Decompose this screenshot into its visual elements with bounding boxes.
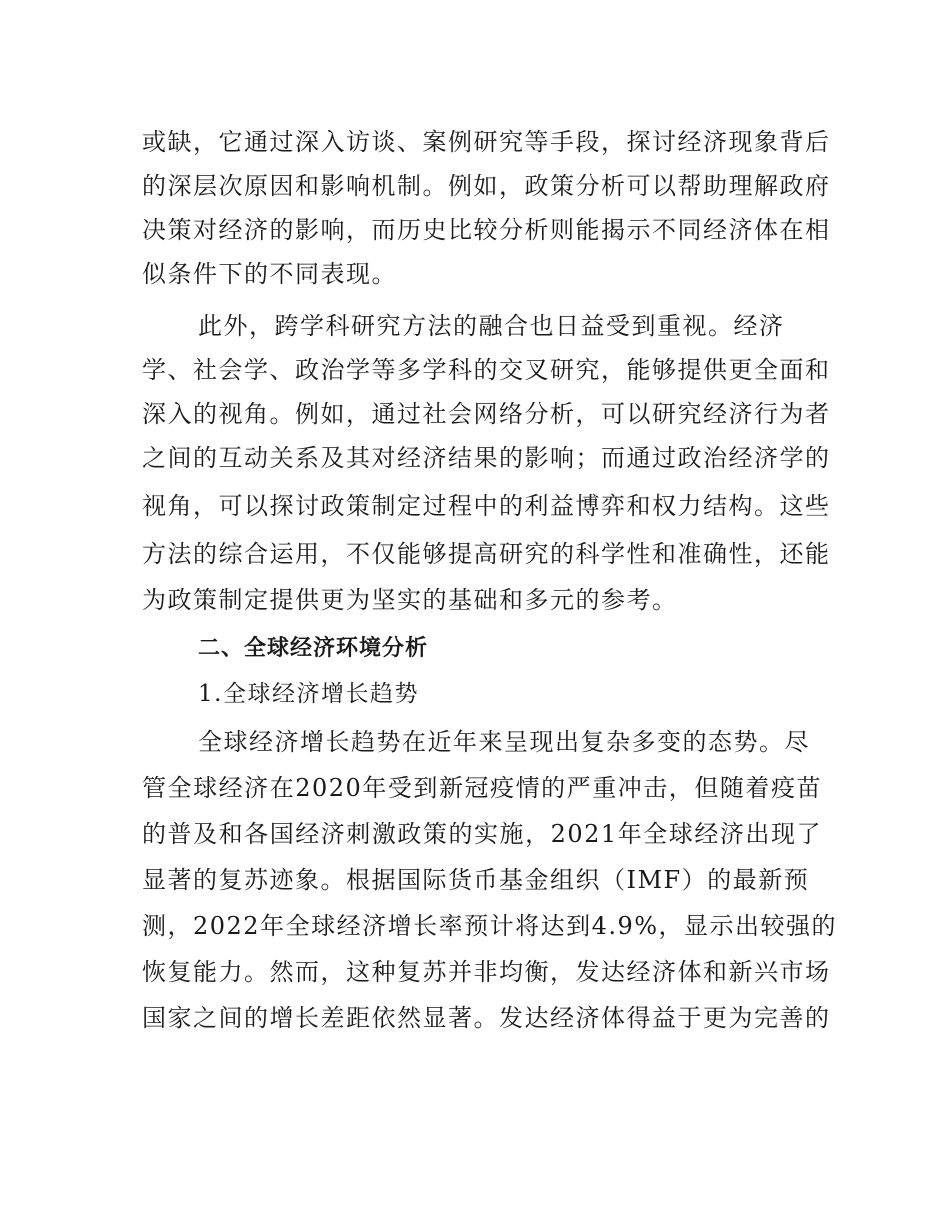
paragraph-line: 决策对经济的影响，而历史比较分析则能揭示不同经济体在相 <box>142 216 831 244</box>
paragraph-line: 全球经济增长趋势在近年来呈现出复杂多变的态势。尽 <box>198 728 810 756</box>
paragraph-line: 的深层次原因和影响机制。例如，政策分析可以帮助理解政府 <box>142 172 831 200</box>
section-heading: 二、全球经济环境分析 <box>198 636 429 661</box>
paragraph-line: 方法的综合运用，不仅能够提高研究的科学性和准确性，还能 <box>142 540 831 568</box>
paragraph-line: 视角，可以探讨政策制定过程中的利益博弈和权力结构。这些 <box>142 492 831 520</box>
paragraph-line: 或缺，它通过深入访谈、案例研究等手段，探讨经济现象背后 <box>142 128 831 156</box>
paragraph-line: 为政策制定提供更为坚实的基础和多元的参考。 <box>142 586 678 614</box>
paragraph-line: 似条件下的不同表现。 <box>142 260 397 288</box>
paragraph-line: 国家之间的增长差距依然显著。发达经济体得益于更为完善的 <box>142 1004 831 1032</box>
paragraph-line: 之间的互动关系及其对经济结果的影响；而通过政治经济学的 <box>142 444 831 472</box>
paragraph-line: 管全球经济在2020年受到新冠疫情的严重冲击，但随着疫苗 <box>142 774 822 802</box>
paragraph-line: 的普及和各国经济刺激政策的实施，2021年全球经济出现了 <box>142 820 822 848</box>
paragraph-line: 恢复能力。然而，这种复苏并非均衡，发达经济体和新兴市场 <box>142 958 831 986</box>
paragraph-line: 深入的视角。例如，通过社会网络分析，可以研究经济行为者 <box>142 400 831 428</box>
subsection-heading: 1.全球经济增长趋势 <box>198 681 419 707</box>
paragraph-line: 测，2022年全球经济增长率预计将达到4.9%，显示出较强的 <box>142 912 838 940</box>
paragraph-line: 显著的复苏迹象。根据国际货币基金组织（IMF）的最新预 <box>142 866 810 894</box>
paragraph-line: 学、社会学、政治学等多学科的交叉研究，能够提供更全面和 <box>142 356 831 384</box>
paragraph-line: 此外，跨学科研究方法的融合也日益受到重视。经济 <box>198 312 785 340</box>
